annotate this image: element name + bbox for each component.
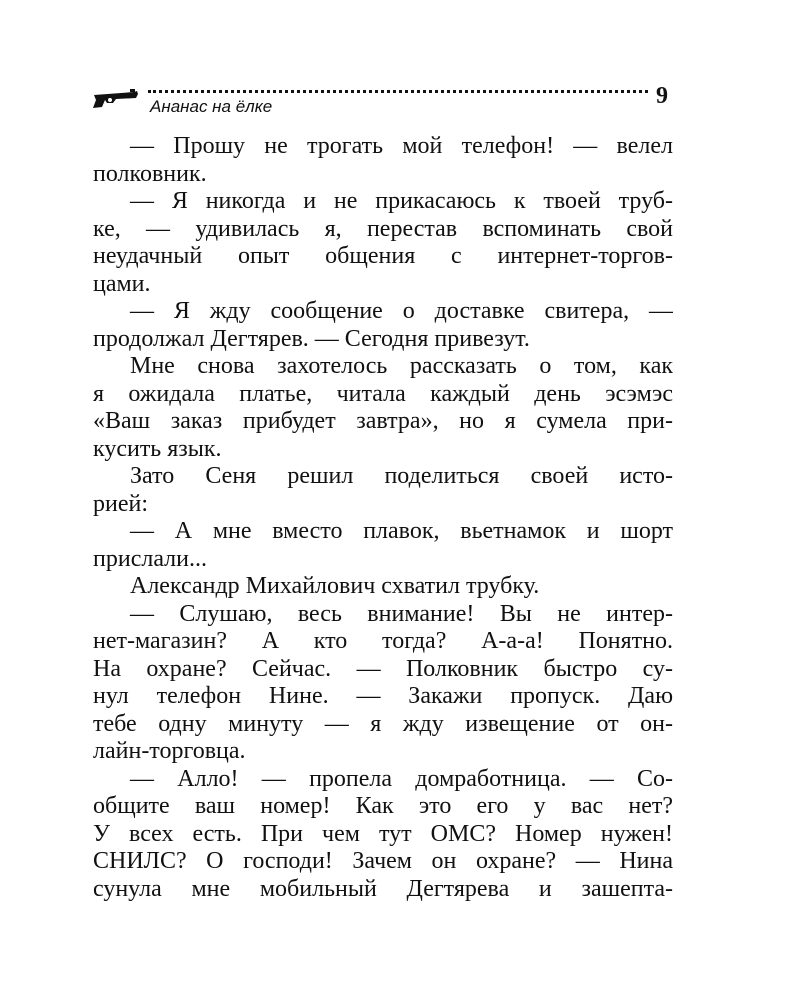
page-header	[90, 78, 680, 120]
text-line: тебе одну минуту — я жду извещение от он-	[93, 710, 673, 737]
text-line: СНИЛС? О господи! Зачем он охране? — Нина	[93, 848, 673, 874]
text-line: — Слушаю, весь внимание! Вы не интер-	[130, 600, 673, 627]
text-line: У всех есть. При чем тут ОМС? Номер нужен!	[93, 820, 673, 847]
text-body	[93, 133, 673, 903]
text-line: цами.	[93, 270, 151, 297]
text-line: — Алло! — пропела домработница. — Со-	[130, 765, 673, 792]
revolver-icon	[90, 86, 140, 110]
text-line: — Прошу не трогать мой телефон! — велел	[130, 133, 673, 159]
text-line: «Ваш заказ прибудет завтра», но я сумела при-	[93, 408, 673, 434]
text-line: — Я жду сообщение о доставке свитера, —	[130, 298, 673, 324]
text-line: нет-магазин? А кто тогда? А-а-а! Понятно.	[93, 628, 673, 654]
text-line: я ожидала платье, читала каждый день эсэмэс	[93, 380, 673, 407]
page-number: 9	[656, 83, 668, 109]
text-line: рией:	[93, 490, 149, 517]
text-line: Александр Михайлович схватил трубку.	[130, 573, 540, 599]
text-line: полковник.	[93, 160, 207, 187]
text-line: На охране? Сейчас. — Полковник быстро су-	[93, 655, 673, 682]
text-line: прислали...	[93, 545, 207, 572]
text-line: сунула мне мобильный Дегтярева и зашепта-	[93, 875, 673, 902]
text-line: лайн-торговца.	[93, 738, 246, 764]
text-line: Зато Сеня решил поделиться своей исто-	[130, 463, 673, 489]
book-title: Ананас на ёлке	[150, 97, 273, 116]
text-line: общите ваш номер! Как это его у вас нет?	[93, 793, 673, 819]
header-dotted-rule	[148, 90, 648, 93]
text-line: нул телефон Нине. — Закажи пропуск. Даю	[93, 683, 673, 709]
text-line: Мне снова захотелось рассказать о том, как	[130, 353, 673, 379]
text-line: кусить язык.	[93, 435, 222, 462]
text-line: ке, — удивилась я, перестав вспоминать свой	[93, 215, 673, 242]
text-line: неудачный опыт общения с интернет-торгов-	[93, 243, 673, 269]
text-line: продолжал Дегтярев. — Сегодня привезут.	[93, 325, 530, 352]
text-line: — А мне вместо плавок, вьетнамок и шорт	[130, 518, 673, 544]
text-line: — Я никогда и не прикасаюсь к твоей труб-	[130, 188, 673, 214]
